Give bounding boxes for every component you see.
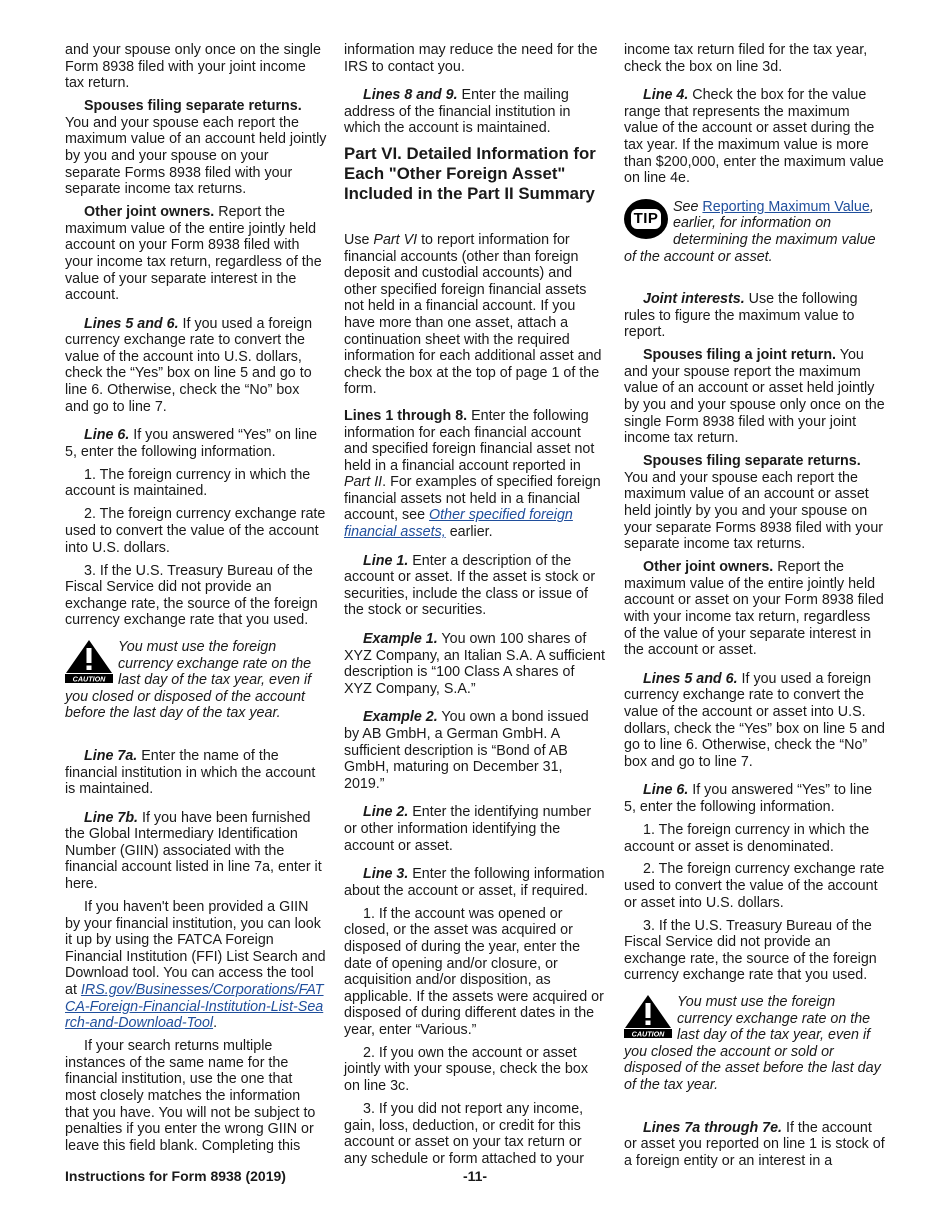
- run-in-heading: Lines 5 and 6.: [643, 670, 738, 687]
- run-in-heading: Line 1.: [363, 552, 409, 569]
- caution-text: You must use the foreign currency exchange rate on the last day of the tax year, even if you closed or disposed of the account before the last day of the tax year.: [65, 638, 312, 722]
- paragraph-text: Enter the identifying number or other information identifying the account or asset.: [344, 804, 592, 854]
- paragraph-text: If you answered “Yes” to line 5, enter the following information.: [624, 782, 873, 815]
- tip-label: TIP: [631, 209, 662, 229]
- paragraph: [344, 408, 606, 541]
- page-number: -11-: [462, 1168, 488, 1184]
- paragraph: and your spouse only once on the single Form 8938 filed with your joint income tax return.: [65, 42, 321, 92]
- paragraph: [624, 453, 886, 553]
- run-in-heading: Line 7a.: [84, 747, 138, 764]
- run-in-heading: Line 6.: [84, 427, 130, 444]
- paragraph-text: If you answered “Yes” on line 5, enter the following information.: [65, 427, 318, 460]
- tip-text: , earlier, for information on determining the maximum value of the account or asset.: [624, 198, 876, 265]
- paragraph-text: Enter the mailing address of the financial institution in which the account is maintained.: [344, 87, 571, 137]
- paragraph: [624, 671, 886, 771]
- caution-icon: [624, 994, 672, 1043]
- paragraph-text: You own 100 shares of XYZ Company, an Italian S.A. A sufficient description is “100 Class A shares of XYZ Company, S.A.”: [344, 631, 605, 697]
- run-in-heading: Example 1.: [363, 631, 438, 648]
- paragraph: [65, 899, 327, 1032]
- paragraph: [624, 782, 886, 815]
- paragraph-text: If you used a foreign currency exchange rate to convert the value of the account or asset into U.S. dollars, check the “Yes” box on line 5 and go to line 6. Otherwise, check the “No” box and go to line 7.: [624, 670, 885, 770]
- paragraph-text: Part VI: [373, 231, 418, 248]
- paragraph-text: Part II: [344, 474, 383, 491]
- paragraph-text: Use the following rules to figure the maximum value to report.: [624, 291, 858, 341]
- run-in-heading: Line 2.: [363, 804, 409, 821]
- paragraph: If your search returns multiple instances of the same name for the financial institution, use the one that most closely matches the information that you have. You will not be subject to penalties if you enter the wrong GIIN or leave this field blank. Completing this: [65, 1038, 316, 1154]
- paragraph-text: . For examples of specified foreign financial assets not held in a financial account, see: [344, 474, 601, 524]
- caution-label: CAUTION: [631, 1029, 665, 1039]
- caution-callout: [624, 994, 886, 1094]
- paragraph: [65, 810, 327, 893]
- paragraph: [344, 553, 606, 619]
- paragraph: [65, 204, 327, 304]
- run-in-heading: Line 7b.: [84, 809, 139, 826]
- paragraph: [65, 427, 327, 460]
- list-item: 1. If the account was opened or closed, or the asset was acquired or disposed of during the year, enter the date of opening and/or closure, or acquisition and/or disposition, as applicable. If the assets were acquired or disposed of during different dates in the year, enter “Various.”: [344, 905, 604, 1038]
- other-specified-assets-link[interactable]: Other specified foreign financial assets,: [344, 507, 573, 541]
- paragraph-text: If you have been furnished the Global Intermediary Identification Number (GIIN) associated with the financial account listed in line 7a, enter it here.: [65, 809, 322, 893]
- tip-text: See: [673, 198, 703, 215]
- paragraph: information may reduce the need for the IRS to contact you.: [344, 42, 598, 75]
- list-item: 3. If you did not report any income, gain, loss, deduction, or credit for this account or asset on your tax return or any schedule or form attached to your: [344, 1101, 585, 1167]
- list-item: 1. The foreign currency in which the account is maintained.: [65, 466, 311, 500]
- paragraph-text: If you haven't been provided a GIIN by your financial institution, you can look it up by using the FATCA Foreign Financial Institution (FFI) List Search and Download tool. You can access the tool at: [65, 899, 326, 999]
- paragraph: [344, 232, 606, 398]
- list-item: 3. If the U.S. Treasury Bureau of the Fiscal Service did not provide an exchange rate, the source of the foreign currency exchange rate that you used.: [65, 562, 318, 629]
- caution-icon: [65, 639, 113, 688]
- list-item: 2. The foreign currency exchange rate used to convert the value of the account into U.S. dollars.: [65, 506, 326, 556]
- tip-callout: [624, 199, 886, 265]
- run-in-heading: Spouses filing separate returns.: [643, 453, 861, 470]
- paragraph-text: You and your spouse each report the maximum value of an account or asset held jointly by you and your spouse on your separate Forms 8938 filed with your separate income tax returns.: [624, 469, 884, 553]
- run-in-heading: Other joint owners.: [643, 559, 774, 576]
- paragraph-text: earlier.: [445, 524, 493, 541]
- tip-icon: [624, 199, 668, 239]
- paragraph: [65, 748, 327, 798]
- column-3: [624, 42, 886, 1176]
- paragraph: [624, 87, 886, 187]
- paragraph: income tax return filed for the tax year, check the box on line 3d.: [624, 42, 868, 75]
- run-in-heading: Lines 5 and 6.: [84, 315, 179, 332]
- caution-text: You must use the foreign currency exchange rate on the last day of the tax year, even if you closed the account or sold or disposed of the asset before the last day of the tax year.: [624, 994, 881, 1093]
- caution-label: CAUTION: [72, 674, 106, 683]
- column-2: [344, 42, 606, 1174]
- paragraph-text: You and your spouse report the maximum value of an account or asset held jointly by you and your spouse only once on the single Form 8938 filed with your joint income tax return.: [624, 347, 885, 447]
- list-item: 2. If you own the account or asset jointly with your spouse, check the box on line 3c.: [344, 1044, 588, 1095]
- run-in-heading: Lines 7a through 7e.: [643, 1119, 783, 1136]
- run-in-heading: Joint interests.: [643, 291, 745, 308]
- paragraph-text: Check the box for the value range that represents the maximum value of the account or asset during the tax year. If the maximum value is more than $200,000, enter the maximum value on line 4e.: [624, 87, 884, 187]
- paragraph-text: Report the maximum value of the entire jointly held account on your Form 8938 filed with your income tax return, regardless of the value of your separate interest in the account.: [65, 204, 322, 304]
- paragraph-text: Use: [344, 231, 374, 248]
- paragraph-text: Enter the name of the financial institution in which the account is maintained.: [65, 747, 316, 798]
- run-in-heading: Line 6.: [643, 782, 689, 799]
- paragraph: [344, 631, 606, 697]
- run-in-heading: Line 3.: [363, 866, 409, 883]
- run-in-heading: Example 2.: [363, 709, 438, 726]
- paragraph: [344, 709, 606, 792]
- column-1: [65, 42, 327, 1161]
- run-in-heading: Line 4.: [643, 87, 689, 104]
- section-heading: Part VI. Detailed Information for Each "Other Foreign Asset" Included in the Part II Summary: [344, 143, 596, 203]
- paragraph-text: Enter the following information for each financial account and specified foreign financial asset not held in a financial account reported in: [344, 407, 595, 474]
- paragraph-text: .: [213, 1015, 218, 1032]
- footer-title: Instructions for Form 8938 (2019): [65, 1168, 286, 1184]
- paragraph: [344, 866, 606, 899]
- paragraph: [344, 804, 606, 854]
- paragraph: [65, 98, 327, 198]
- paragraph: [65, 316, 327, 416]
- paragraph: [624, 1120, 886, 1170]
- paragraph-text: If the account or asset you reported on line 1 is stock of a foreign entity or an interest in a: [624, 1119, 885, 1169]
- paragraph: [624, 347, 886, 447]
- list-item: 2. The foreign currency exchange rate used to convert the value of the account or asset into U.S. dollars.: [624, 861, 885, 911]
- paragraph-text: to report information for financial accounts (other than foreign deposit and custodial accounts) and other specified foreign financial assets not held in a financial account. If you have more than one asset, attach a continuation sheet with the required information for each additional asset and check the box at the top of page 1 of the form.: [344, 231, 602, 398]
- paragraph-text: Enter the following information about the account or asset, if required.: [344, 866, 605, 899]
- caution-callout: [65, 639, 327, 722]
- reporting-maximum-value-link[interactable]: Reporting Maximum Value: [702, 198, 870, 215]
- run-in-heading: Lines 1 through 8.: [344, 407, 468, 424]
- list-item: 3. If the U.S. Treasury Bureau of the Fiscal Service did not provide an exchange rate, the source of the foreign currency exchange rate that you used.: [624, 917, 877, 984]
- ffi-list-tool-link[interactable]: IRS.gov/Businesses/Corporations/FATCA-Foreign-Financial-Institution-List-Search-and-Download-Tool: [65, 982, 324, 1032]
- run-in-heading: Other joint owners.: [84, 204, 215, 221]
- paragraph-text: You and your spouse each report the maximum value of an account held jointly by you and your spouse on your separate Forms 8938 filed with your separate income tax returns.: [65, 114, 327, 198]
- paragraph: [624, 559, 886, 659]
- run-in-heading: Spouses filing separate returns.: [84, 98, 302, 115]
- paragraph: [344, 87, 606, 137]
- run-in-heading: Spouses filing a joint return.: [643, 347, 837, 364]
- list-item: 1. The foreign currency in which the account or asset is denominated.: [624, 821, 870, 855]
- paragraph-text: If you used a foreign currency exchange rate to convert the value of the account into U.S. dollars, check the “Yes” box on line 5 and go to line 6. Otherwise, check the “No” box and go to line 7.: [65, 315, 313, 415]
- paragraph-text: Report the maximum value of the entire jointly held account or asset on your Form 8938 filed with your income tax return, regardless of the value of your separate interest in the account or asset.: [624, 559, 884, 659]
- paragraph: [624, 291, 886, 341]
- paragraph-text: You own a bond issued by AB GmbH, a German GmbH. A sufficient description is “Bond of AB GmbH, maturing on December 31, 2019.”: [344, 709, 589, 792]
- run-in-heading: Lines 8 and 9.: [363, 87, 458, 104]
- paragraph-text: Enter a description of the account or asset. If the asset is stock or securities, include the class or issue of the stock or securities.: [344, 552, 596, 619]
